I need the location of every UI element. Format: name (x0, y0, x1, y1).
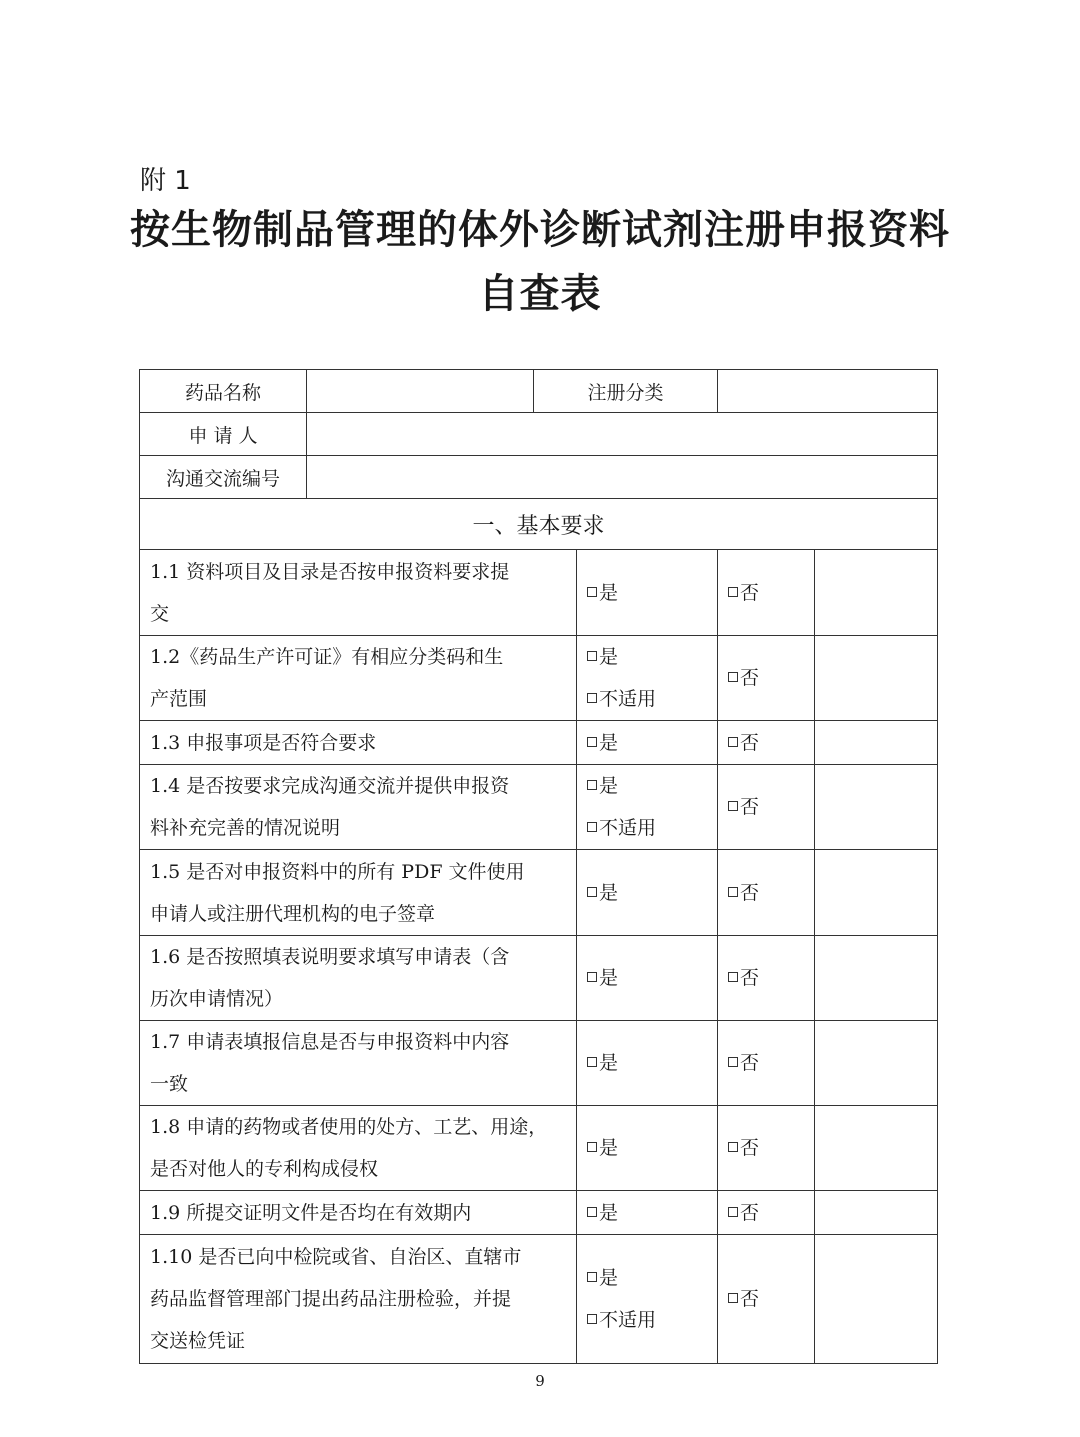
table-row (140, 636, 938, 721)
item-1-6-remark[interactable] (815, 936, 938, 1021)
applicant-label: 申 请 人 (140, 413, 307, 456)
page-number: 9 (535, 1372, 545, 1390)
table-row (140, 936, 938, 1021)
checkbox-icon (587, 737, 597, 747)
table-row (140, 850, 938, 936)
item-1-7-text: 1.7 申请表填报信息是否与申报资料中内容 一致 (140, 1021, 577, 1106)
checkbox-icon (587, 587, 597, 597)
item-1-4-remark[interactable] (815, 765, 938, 850)
applicant-field[interactable] (307, 413, 938, 456)
item-1-1-remark[interactable] (815, 550, 938, 636)
attachment-label: 附 1 (140, 166, 191, 196)
checkbox-icon (728, 801, 738, 811)
checkbox-icon (728, 1057, 738, 1067)
item-1-3-yes[interactable]: 是 (577, 721, 718, 765)
item-1-3-text: 1.3 申报事项是否符合要求 (140, 721, 577, 765)
table-row (140, 370, 938, 413)
item-1-1-no[interactable]: 否 (718, 550, 815, 636)
checkbox-icon (587, 1207, 597, 1217)
item-1-3-no[interactable]: 否 (718, 721, 815, 765)
checkbox-icon (728, 672, 738, 682)
item-1-9-remark[interactable] (815, 1191, 938, 1235)
table-row (140, 1235, 938, 1364)
item-1-4-text: 1.4 是否按要求完成沟通交流并提供申报资 料补充完善的情况说明 (140, 765, 577, 850)
table-row (140, 1021, 938, 1106)
checkbox-icon (587, 651, 597, 661)
table-row (140, 721, 938, 765)
drug-name-label: 药品名称 (140, 370, 307, 413)
item-1-7-remark[interactable] (815, 1021, 938, 1106)
checkbox-icon (587, 1057, 597, 1067)
item-1-4-no[interactable]: 否 (718, 765, 815, 850)
checkbox-icon (728, 972, 738, 982)
checkbox-icon (728, 887, 738, 897)
item-1-6-yes[interactable]: 是 (577, 936, 718, 1021)
item-1-1-yes[interactable]: 是 (577, 550, 718, 636)
reg-category-field[interactable] (718, 370, 938, 413)
item-1-4-yes-na[interactable]: 是 不适用 (577, 765, 718, 850)
item-1-5-remark[interactable] (815, 850, 938, 936)
checkbox-icon (728, 587, 738, 597)
checkbox-icon (587, 693, 597, 703)
item-1-9-text: 1.9 所提交证明文件是否均在有效期内 (140, 1191, 577, 1235)
table-row (140, 1106, 938, 1191)
item-1-7-yes[interactable]: 是 (577, 1021, 718, 1106)
item-1-8-remark[interactable] (815, 1106, 938, 1191)
item-1-2-yes-na[interactable]: 是 不适用 (577, 636, 718, 721)
item-1-10-yes-na[interactable]: 是 不适用 (577, 1235, 718, 1364)
table-row (140, 456, 938, 499)
item-1-6-no[interactable]: 否 (718, 936, 815, 1021)
form-title-line1: 按生物制品管理的体外诊断试剂注册申报资料 (130, 207, 950, 253)
checkbox-icon (587, 1142, 597, 1152)
checkbox-icon (728, 1142, 738, 1152)
table-row (140, 550, 938, 636)
item-1-1-text: 1.1 资料项目及目录是否按申报资料要求提 交 (140, 550, 577, 636)
item-1-2-remark[interactable] (815, 636, 938, 721)
checkbox-icon (728, 1207, 738, 1217)
checkbox-icon (587, 887, 597, 897)
item-1-8-yes[interactable]: 是 (577, 1106, 718, 1191)
item-1-8-no[interactable]: 否 (718, 1106, 815, 1191)
item-1-8-text: 1.8 申请的药物或者使用的处方、工艺、用途， 是否对他人的专利构成侵权 (140, 1106, 577, 1191)
item-1-2-text: 1.2《药品生产许可证》有相应分类码和生 产范围 (140, 636, 577, 721)
checkbox-icon (728, 1293, 738, 1303)
item-1-2-no[interactable]: 否 (718, 636, 815, 721)
item-1-5-text: 1.5 是否对申报资料中的所有 PDF 文件使用 申请人或注册代理机构的电子签章 (140, 850, 577, 936)
item-1-9-no[interactable]: 否 (718, 1191, 815, 1235)
comm-no-label: 沟通交流编号 (140, 456, 307, 499)
checkbox-icon (728, 737, 738, 747)
checkbox-icon (587, 1314, 597, 1324)
checkbox-icon (587, 1272, 597, 1282)
self-check-table (139, 369, 938, 1364)
item-1-5-no[interactable]: 否 (718, 850, 815, 936)
table-row (140, 765, 938, 850)
item-1-10-remark[interactable] (815, 1235, 938, 1364)
item-1-9-yes[interactable]: 是 (577, 1191, 718, 1235)
comm-no-field[interactable] (307, 456, 938, 499)
table-row (140, 1191, 938, 1235)
item-1-6-text: 1.6 是否按照填表说明要求填写申请表（含 历次申请情况） (140, 936, 577, 1021)
section-title: 一、基本要求 (140, 499, 938, 550)
checkbox-icon (587, 972, 597, 982)
form-title-line2: 自查表 (478, 271, 602, 317)
item-1-10-text: 1.10 是否已向中检院或省、自治区、直辖市 药品监督管理部门提出药品注册检验，并提 交送检凭证 (140, 1235, 577, 1364)
table-row (140, 413, 938, 456)
item-1-7-no[interactable]: 否 (718, 1021, 815, 1106)
drug-name-field[interactable] (307, 370, 534, 413)
item-1-5-yes[interactable]: 是 (577, 850, 718, 936)
table-row (140, 499, 938, 550)
item-1-3-remark[interactable] (815, 721, 938, 765)
item-1-10-no[interactable]: 否 (718, 1235, 815, 1364)
checkbox-icon (587, 822, 597, 832)
checkbox-icon (587, 780, 597, 790)
reg-category-label: 注册分类 (534, 370, 718, 413)
